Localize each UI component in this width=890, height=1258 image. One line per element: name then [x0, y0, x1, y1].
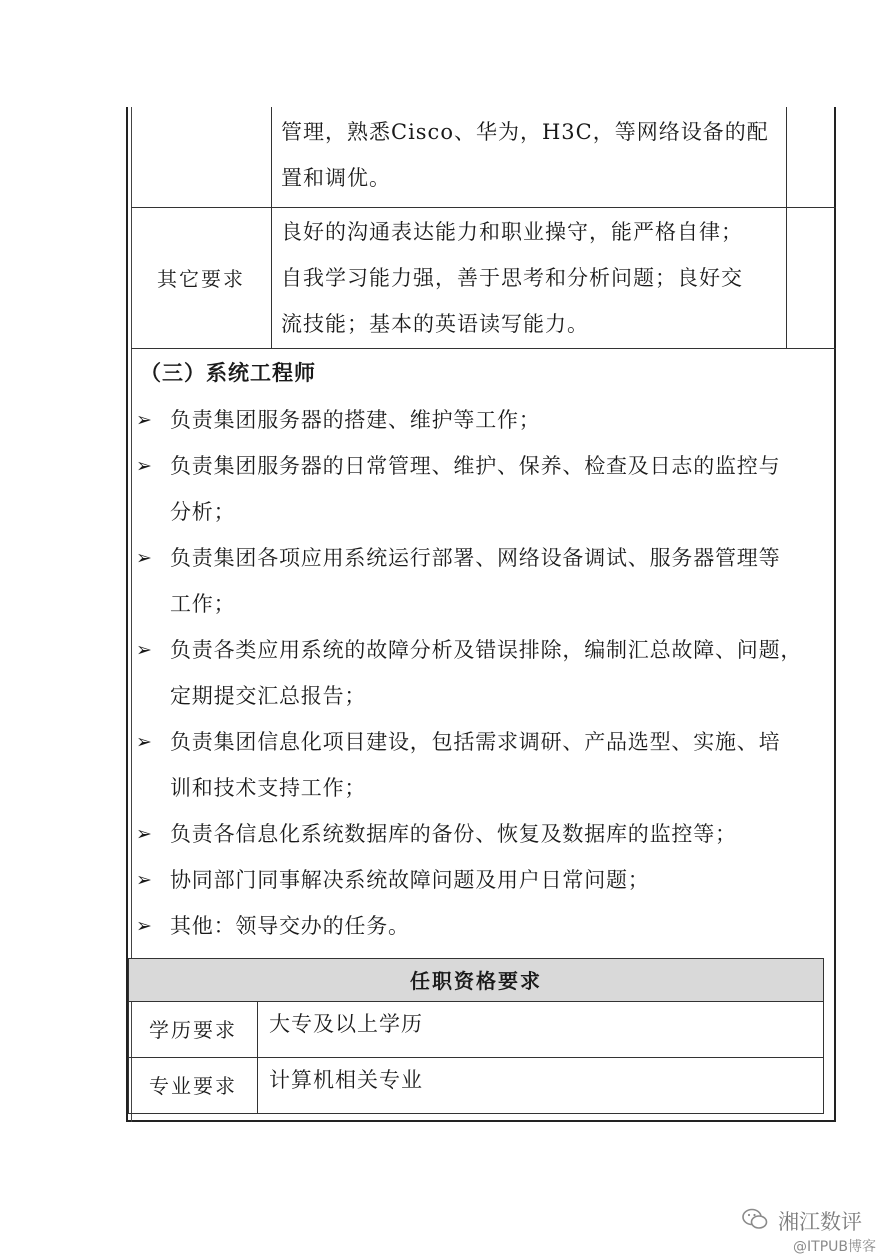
major-value: 计算机相关专业 [269, 1068, 423, 1092]
list-item [136, 857, 836, 903]
arrow-right-icon: ➢ [136, 823, 153, 845]
arrow-right-icon: ➢ [136, 731, 153, 753]
list-item-text: 负责集团各项应用系统运行部署、网络设备调试、服务器管理等 [170, 546, 781, 570]
arrow-right-icon: ➢ [136, 639, 153, 661]
qualifications-header: 任职资格要求 [128, 958, 824, 1002]
education-value: 大专及以上学历 [269, 1012, 423, 1036]
list-item [136, 719, 836, 811]
column-divider [271, 107, 272, 349]
row-divider [131, 348, 836, 349]
cell-line: 自我学习能力强，善于思考和分析问题；良好交 [281, 266, 743, 290]
arrow-right-icon: ➢ [136, 409, 153, 431]
section-title: （三）系统工程师 [140, 360, 316, 385]
cell-line: 良好的沟通表达能力和职业操守，能严格自律； [281, 220, 743, 244]
watermark-brand: 湘江数评 [778, 1210, 862, 1234]
cell-line: 置和调优。 [281, 166, 391, 190]
list-item-text: 定期提交汇总报告； [170, 684, 367, 708]
list-item-text: 负责集团服务器的日常管理、维护、保养、检查及日志的监控与 [170, 454, 781, 478]
list-item-text: 负责各类应用系统的故障分析及错误排除，编制汇总故障、问题， [170, 638, 803, 662]
table-row [128, 1058, 824, 1114]
top-table [131, 107, 836, 349]
watermark-source: @ITPUB博客 [793, 1239, 876, 1255]
table-row [128, 1002, 824, 1058]
list-item [136, 811, 836, 857]
row-divider [131, 207, 836, 208]
list-item-text: 协同部门同事解决系统故障问题及用户日常问题； [170, 868, 650, 892]
arrow-right-icon: ➢ [136, 547, 153, 569]
list-item-text: 负责集团服务器的搭建、维护等工作； [170, 408, 541, 432]
document-page [126, 107, 836, 1122]
list-item-text: 工作； [170, 592, 236, 616]
education-label: 学历要求 [129, 1002, 258, 1057]
list-item-text: 分析； [170, 500, 236, 524]
arrow-right-icon: ➢ [136, 455, 153, 477]
list-item-text: 其他：领导交办的任务。 [170, 914, 410, 938]
list-item [136, 627, 836, 719]
list-item-text: 负责各信息化系统数据库的备份、恢复及数据库的监控等； [170, 822, 737, 846]
cell-line: 管理，熟悉Cisco、华为，H3C，等网络设备的配 [281, 120, 769, 144]
cell-line: 流技能；基本的英语读写能力。 [281, 312, 589, 336]
wechat-icon [742, 1208, 768, 1230]
list-item-text: 训和技术支持工作； [170, 776, 367, 800]
column-divider [786, 107, 787, 349]
arrow-right-icon: ➢ [136, 869, 153, 891]
list-item [136, 903, 836, 949]
other-requirements-cell [281, 209, 743, 347]
list-item [136, 443, 836, 535]
list-item-text: 负责集团信息化项目建设，包括需求调研、产品选型、实施、培 [170, 730, 781, 754]
major-label: 专业要求 [129, 1058, 258, 1113]
arrow-right-icon: ➢ [136, 915, 153, 937]
list-item [136, 397, 836, 443]
requirement-cell [281, 109, 769, 201]
list-item [136, 535, 836, 627]
responsibility-list [136, 397, 836, 949]
other-requirements-label: 其它要求 [157, 267, 245, 291]
